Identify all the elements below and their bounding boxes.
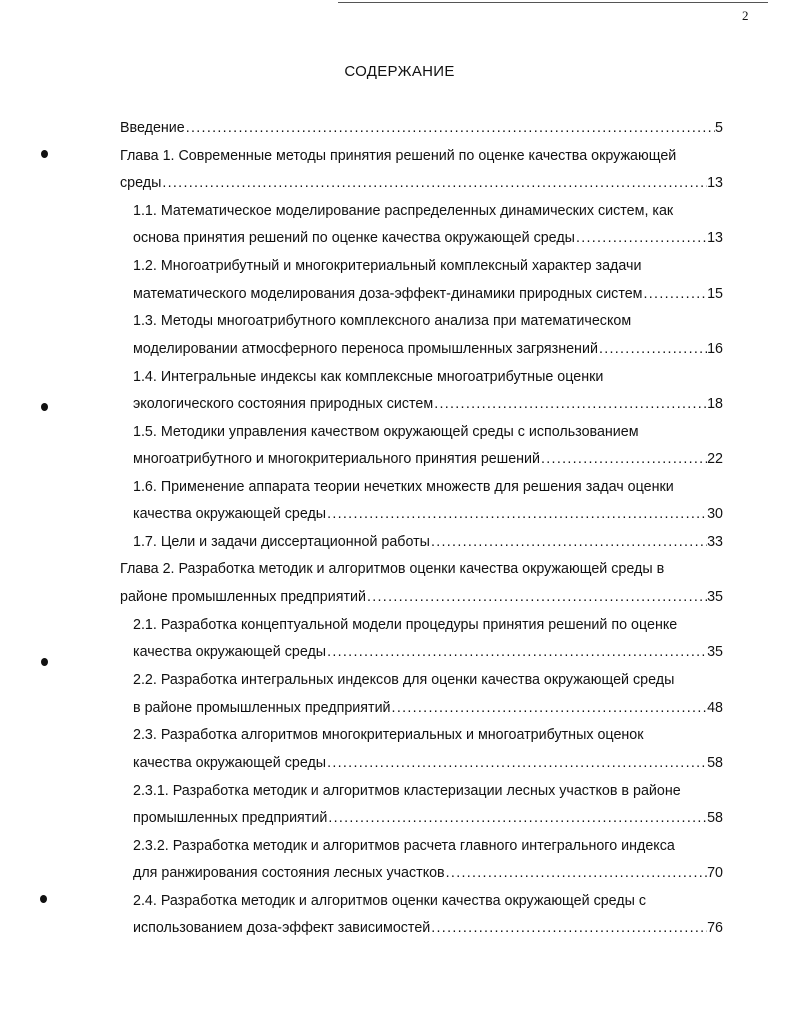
toc-entry-text: моделировании атмосферного переноса промышленных загрязнений bbox=[133, 341, 598, 357]
toc-page-number: 33 bbox=[707, 534, 723, 550]
toc-page-number: 18 bbox=[707, 396, 723, 412]
toc-section-2-3[interactable] bbox=[133, 752, 723, 774]
toc-page-number: 16 bbox=[707, 341, 723, 357]
toc-page-number: 58 bbox=[707, 810, 723, 826]
toc-page-number: 13 bbox=[707, 230, 723, 246]
leader-dots bbox=[366, 586, 707, 608]
leader-dots bbox=[391, 697, 708, 719]
toc-section-2-4-line1[interactable]: 2.4. Разработка методик и алгоритмов оценки качества окружающей среды с bbox=[133, 893, 647, 909]
leader-dots bbox=[433, 393, 707, 415]
toc-entry-text: использованием доза-эффект зависимостей bbox=[133, 920, 431, 936]
toc-section-1-6-line1[interactable]: 1.6. Применение аппарата теории нечетких множеств для решения задач оценки bbox=[133, 479, 674, 495]
toc-entry-text: районе промышленных предприятий bbox=[120, 589, 366, 605]
toc-section-2-3-line1[interactable]: 2.3. Разработка алгоритмов многокритериальных и многоатрибутных оценок bbox=[133, 727, 644, 743]
toc-entry-text: математического моделирования доза-эффект-динамики природных систем bbox=[133, 286, 643, 302]
toc-entry-text: промышленных предприятий bbox=[133, 810, 328, 826]
page-number: 2 bbox=[742, 8, 749, 23]
toc-section-1-4[interactable] bbox=[133, 393, 723, 415]
toc-section-2-3-1-line1[interactable]: 2.3.1. Разработка методик и алгоритмов кластеризации лесных участков в районе bbox=[133, 783, 681, 799]
leader-dots bbox=[540, 448, 707, 470]
toc-section-1-5[interactable] bbox=[133, 448, 723, 470]
leader-dots bbox=[161, 172, 707, 194]
toc-page-number: 15 bbox=[707, 286, 723, 302]
leader-dots bbox=[326, 503, 707, 525]
toc-section-2-2[interactable] bbox=[133, 697, 723, 719]
toc-section-1-2[interactable] bbox=[133, 283, 723, 305]
toc-section-1-2-line1[interactable]: 1.2. Многоатрибутный и многокритериальный комплексный характер задачи bbox=[133, 258, 642, 274]
toc-section-1-7[interactable] bbox=[133, 531, 723, 553]
toc-section-2-3-2[interactable] bbox=[133, 862, 723, 884]
toc-entry-text: для ранжирования состояния лесных участков bbox=[133, 865, 445, 881]
toc-chapter-1-line1[interactable]: Глава 1. Современные методы принятия решений по оценке качества окружающей bbox=[120, 148, 677, 164]
leader-dots bbox=[326, 752, 707, 774]
toc-section-1-1-line1[interactable]: 1.1. Математическое моделирование распределенных динамических систем, как bbox=[133, 203, 674, 219]
toc-section-1-1[interactable] bbox=[133, 227, 723, 249]
toc-chapter-1[interactable] bbox=[120, 172, 723, 194]
leader-dots bbox=[598, 338, 707, 360]
toc-section-2-3-1[interactable] bbox=[133, 807, 723, 829]
leader-dots bbox=[327, 807, 707, 829]
toc-page-number: 35 bbox=[707, 644, 723, 660]
toc-entry-intro[interactable] bbox=[120, 117, 723, 139]
toc-entry-text: качества окружающей среды bbox=[133, 644, 327, 660]
toc-entry-text: Введение bbox=[120, 120, 185, 136]
leader-dots bbox=[575, 227, 707, 249]
toc-section-1-3-line1[interactable]: 1.3. Методы многоатрибутного комплексного анализа при математическом bbox=[133, 313, 632, 329]
toc-section-1-3[interactable] bbox=[133, 338, 723, 360]
toc-page-number: 70 bbox=[707, 865, 723, 881]
leader-dots bbox=[326, 641, 707, 663]
margin-mark bbox=[41, 150, 48, 158]
toc-page-number: 13 bbox=[707, 175, 723, 191]
toc-section-2-2-line1[interactable]: 2.2. Разработка интегральных индексов для оценки качества окружающей среды bbox=[133, 672, 675, 688]
leader-dots bbox=[185, 117, 715, 139]
toc-entry-text: экологического состояния природных систем bbox=[133, 396, 434, 412]
toc-entry-text: качества окружающей среды bbox=[133, 506, 327, 522]
toc-chapter-2[interactable] bbox=[120, 586, 723, 608]
toc-chapter-2-line1[interactable]: Глава 2. Разработка методик и алгоритмов оценки качества окружающей среды в bbox=[120, 561, 665, 577]
toc-entry-text: основа принятия решений по оценке качества окружающей среды bbox=[133, 230, 575, 246]
toc-section-1-5-line1[interactable]: 1.5. Методики управления качеством окружающей среды с использованием bbox=[133, 424, 639, 440]
margin-mark bbox=[41, 403, 48, 411]
toc-section-1-6[interactable] bbox=[133, 503, 723, 525]
toc-page-number: 48 bbox=[707, 700, 723, 716]
leader-dots bbox=[430, 917, 707, 939]
toc-page-number: 58 bbox=[707, 755, 723, 771]
toc-entry-text: многоатрибутного и многокритериального принятия решений bbox=[133, 451, 541, 467]
toc-section-2-1-line1[interactable]: 2.1. Разработка концептуальной модели процедуры принятия решений по оценке bbox=[133, 617, 678, 633]
leader-dots bbox=[445, 862, 707, 884]
toc-page-number: 22 bbox=[707, 451, 723, 467]
leader-dots bbox=[643, 283, 708, 305]
page-title: СОДЕРЖАНИЕ bbox=[344, 63, 455, 80]
toc-entry-text: качества окружающей среды bbox=[133, 755, 327, 771]
toc-page-number: 76 bbox=[707, 920, 723, 936]
toc-section-1-4-line1[interactable]: 1.4. Интегральные индексы как комплексные многоатрибутные оценки bbox=[133, 369, 604, 385]
toc-section-2-4[interactable] bbox=[133, 917, 723, 939]
toc-entry-text: в районе промышленных предприятий bbox=[133, 700, 391, 716]
toc-entry-text: 1.7. Цели и задачи диссертационной работы bbox=[133, 534, 430, 550]
margin-mark bbox=[40, 895, 47, 903]
toc-section-2-3-2-line1[interactable]: 2.3.2. Разработка методик и алгоритмов расчета главного интегрального индекса bbox=[133, 838, 675, 854]
margin-mark bbox=[41, 658, 48, 666]
toc-section-2-1[interactable] bbox=[133, 641, 723, 663]
toc-page-number: 5 bbox=[715, 120, 723, 136]
toc-page-number: 35 bbox=[707, 589, 723, 605]
toc-entry-text: среды bbox=[120, 175, 162, 191]
leader-dots bbox=[430, 531, 707, 553]
toc-page-number: 30 bbox=[707, 506, 723, 522]
